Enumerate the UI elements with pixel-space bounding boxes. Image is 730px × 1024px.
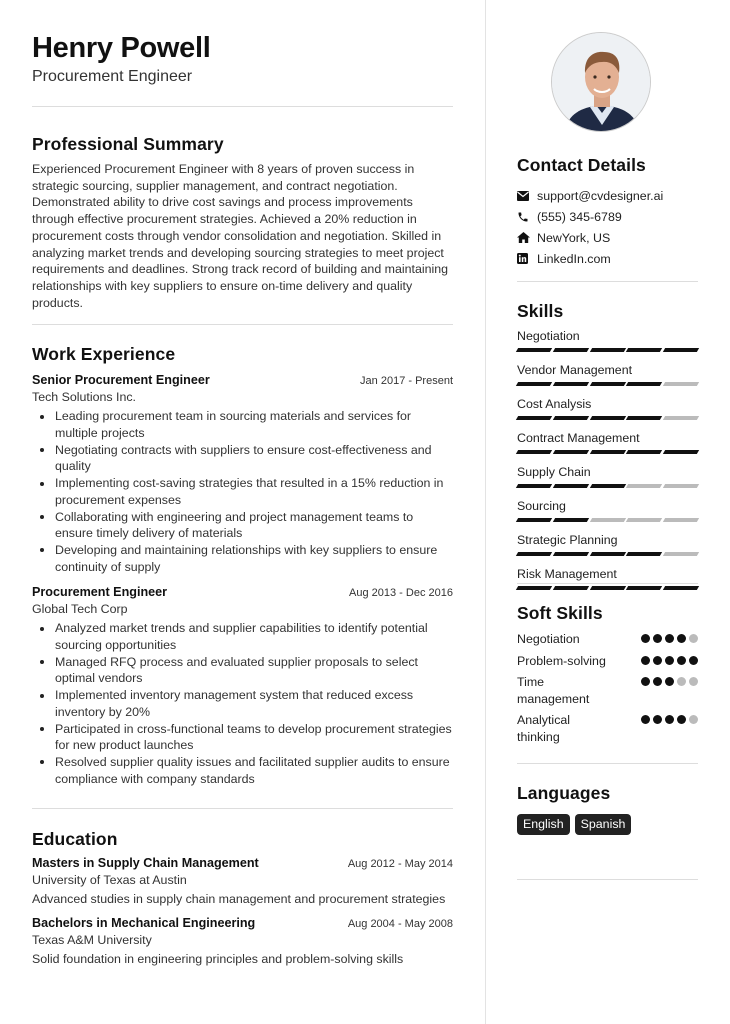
soft-skill-rating	[641, 634, 698, 643]
skill-level-bar	[517, 484, 698, 488]
profile-photo	[551, 32, 651, 132]
job-entry	[32, 373, 453, 575]
rating-dot	[689, 634, 698, 643]
rating-dot	[653, 715, 662, 724]
rating-dot	[665, 677, 674, 686]
language-tag: English	[517, 814, 570, 835]
main-column	[32, 30, 453, 968]
skill-level-segment	[553, 450, 589, 454]
skill-label: Cost Analysis	[517, 397, 592, 411]
skill-label: Negotiation	[517, 329, 580, 343]
skill-label: Strategic Planning	[517, 533, 618, 547]
skill-level-segment	[553, 382, 589, 386]
job-company: Tech Solutions Inc.	[32, 390, 137, 405]
skill-label: Vendor Management	[517, 363, 633, 377]
soft-skill-label: Problem-solving	[517, 653, 606, 668]
skill-level-segment	[663, 382, 699, 386]
job-bullets	[32, 408, 453, 575]
soft-skills-heading: Soft Skills	[517, 603, 603, 623]
skill-level-segment	[663, 450, 699, 454]
skill-level-bar	[517, 518, 698, 522]
skill-item	[517, 532, 698, 556]
skill-level-segment	[663, 586, 699, 590]
skill-level-segment	[626, 586, 662, 590]
skill-item	[517, 566, 698, 590]
experience-heading: Work Experience	[32, 344, 176, 365]
rating-dot	[689, 715, 698, 724]
soft-skill-item	[517, 712, 698, 745]
divider	[517, 281, 698, 282]
skill-level-bar	[517, 450, 698, 454]
skill-level-segment	[589, 518, 625, 522]
skill-level-segment	[589, 416, 625, 420]
degree-description: Solid foundation in engineering principles and problem-solving skills	[32, 952, 404, 967]
skill-level-segment	[626, 518, 662, 522]
contact-heading: Contact Details	[517, 155, 646, 175]
skill-level-segment	[516, 484, 552, 488]
rating-dot	[653, 677, 662, 686]
skill-item	[517, 464, 698, 488]
soft-skill-item	[517, 653, 698, 670]
skill-item	[517, 362, 698, 386]
rating-dot	[677, 715, 686, 724]
rating-dot	[653, 634, 662, 643]
contact-phone[interactable]	[517, 206, 698, 227]
linkedin-icon	[517, 253, 537, 264]
envelope-icon	[517, 191, 537, 201]
skill-level-segment	[553, 518, 589, 522]
skill-level-segment	[553, 348, 589, 352]
soft-skill-item	[517, 631, 698, 648]
skill-level-segment	[589, 348, 625, 352]
rating-dot	[665, 656, 674, 665]
skill-label: Risk Management	[517, 567, 617, 581]
phone-icon	[517, 211, 537, 223]
divider	[32, 106, 453, 107]
skill-level-segment	[516, 416, 552, 420]
degree-title: Bachelors in Mechanical Engineering	[32, 916, 256, 931]
degree-dates: Aug 2012 - May 2014	[347, 858, 453, 871]
job-company: Global Tech Corp	[32, 602, 128, 617]
list-item: Participated in cross-functional teams to develop procurement strategies for new product launches	[32, 721, 453, 754]
rating-dot	[653, 656, 662, 665]
skill-item	[517, 396, 698, 420]
skill-level-segment	[553, 552, 589, 556]
soft-skills-section	[517, 602, 698, 750]
email-text: support@cvdesigner.ai	[537, 188, 664, 203]
skill-level-segment	[516, 450, 552, 454]
rating-dot	[677, 677, 686, 686]
skill-level-segment	[553, 586, 589, 590]
skill-level-bar	[517, 416, 698, 420]
list-item: Resolved supplier quality issues and facilitated supplier audits to ensure compliance with company standards	[32, 754, 453, 787]
degree-description: Advanced studies in supply chain management and procurement strategies	[32, 892, 446, 907]
skill-level-bar	[517, 382, 698, 386]
job-dates: Aug 2013 - Dec 2016	[349, 587, 453, 600]
skill-label: Supply Chain	[517, 465, 591, 479]
linkedin-text: LinkedIn.com	[537, 251, 611, 266]
rating-dot	[689, 656, 698, 665]
skill-level-bar	[517, 348, 698, 352]
school-name: University of Texas at Austin	[32, 873, 187, 888]
skill-item	[517, 498, 698, 522]
skill-level-segment	[516, 586, 552, 590]
list-item: Implemented inventory management system that reduced excess inventory by 20%	[32, 687, 453, 720]
skill-level-segment	[516, 552, 552, 556]
divider	[32, 808, 453, 809]
rating-dot	[677, 656, 686, 665]
soft-skill-label: Analytical thinking	[517, 713, 571, 744]
contact-location	[517, 227, 698, 248]
soft-skills-list	[517, 631, 698, 745]
rating-dot	[641, 677, 650, 686]
skill-level-segment	[589, 382, 625, 386]
location-text: NewYork, US	[537, 230, 611, 245]
skill-level-segment	[516, 382, 552, 386]
job-entry	[32, 585, 453, 787]
languages-heading: Languages	[517, 783, 611, 803]
skill-level-segment	[589, 586, 625, 590]
column-divider	[485, 0, 486, 1024]
soft-skill-rating	[641, 715, 698, 724]
soft-skill-rating	[641, 656, 698, 665]
divider	[32, 324, 453, 325]
list-item: Analyzed market trends and supplier capabilities to identify potential sourcing opportunities	[32, 620, 453, 653]
summary-section	[32, 133, 453, 311]
skill-level-segment	[626, 416, 662, 420]
list-item: Collaborating with engineering and project management teams to ensure timely delivery of materials	[32, 509, 453, 542]
home-icon	[517, 232, 537, 243]
rating-dot	[689, 677, 698, 686]
skill-level-segment	[663, 348, 699, 352]
skill-level-segment	[663, 484, 699, 488]
skill-item	[517, 430, 698, 454]
skill-level-segment	[553, 416, 589, 420]
language-tag: Spanish	[575, 814, 632, 835]
experience-section	[32, 343, 453, 787]
divider	[517, 583, 698, 584]
soft-skill-label: Time management	[517, 675, 590, 706]
list-item: Leading procurement team in sourcing materials and services for multiple projects	[32, 408, 453, 441]
rating-dot	[665, 715, 674, 724]
education-heading: Education	[32, 829, 118, 850]
job-title: Senior Procurement Engineer	[32, 373, 210, 388]
list-item: Managed RFQ process and evaluated supplier proposals to select optimal vendors	[32, 654, 453, 687]
list-item: Negotiating contracts with suppliers to ensure cost-effectiveness and quality	[32, 442, 453, 475]
skill-label: Sourcing	[517, 499, 566, 513]
rating-dot	[641, 715, 650, 724]
skill-level-segment	[626, 382, 662, 386]
skill-level-bar	[517, 586, 698, 590]
skill-level-segment	[626, 552, 662, 556]
soft-skill-label: Negotiation	[517, 632, 580, 646]
skills-section	[517, 300, 698, 590]
soft-skill-item	[517, 674, 698, 707]
skill-item	[517, 328, 698, 352]
rating-dot	[641, 634, 650, 643]
soft-skill-rating	[641, 677, 698, 686]
languages-section	[517, 782, 698, 835]
rating-dot	[677, 634, 686, 643]
skill-level-segment	[516, 348, 552, 352]
education-section	[32, 828, 453, 967]
divider	[517, 763, 698, 764]
skill-label: Contract Management	[517, 431, 640, 445]
degree-title: Masters in Supply Chain Management	[32, 856, 259, 871]
candidate-title: Procurement Engineer	[32, 68, 193, 85]
candidate-name: Henry Powell	[32, 32, 211, 64]
rating-dot	[665, 634, 674, 643]
skill-level-segment	[626, 450, 662, 454]
summary-heading: Professional Summary	[32, 134, 224, 154]
skill-level-segment	[589, 552, 625, 556]
contact-section	[517, 154, 698, 269]
skills-heading: Skills	[517, 301, 564, 321]
education-entry	[32, 856, 453, 908]
list-item: Developing and maintaining relationships with key suppliers to ensure continuity of supply	[32, 542, 453, 575]
skill-level-bar	[517, 552, 698, 556]
skill-level-segment	[663, 518, 699, 522]
degree-dates: Aug 2004 - May 2008	[347, 918, 453, 931]
list-item: Implementing cost-saving strategies that resulted in a 15% reduction in procurement expenses	[32, 475, 453, 508]
education-entry	[32, 916, 453, 968]
phone-text: (555) 345-6789	[537, 209, 622, 224]
skill-level-segment	[589, 484, 625, 488]
contact-email[interactable]	[517, 185, 698, 206]
skill-level-segment	[516, 518, 552, 522]
skills-list	[517, 328, 698, 590]
job-dates: Jan 2017 - Present	[360, 375, 453, 388]
job-title: Procurement Engineer	[32, 585, 168, 600]
contact-linkedin[interactable]	[517, 248, 698, 269]
divider	[517, 879, 698, 880]
rating-dot	[641, 656, 650, 665]
skill-level-segment	[589, 450, 625, 454]
skill-level-segment	[626, 484, 662, 488]
skill-level-segment	[553, 484, 589, 488]
summary-text: Experienced Procurement Engineer with 8 years of proven success in strategic sourcing, supplier management, and contract negotiation. Demonstrated ability to drive cost savings and process improvements through effective procurement strategies. Achieved a 20% reduction in procurement costs through vendor consolidation and negotiation. Skilled in analyzing market trends and developing sourcing strategies to meet project requirements and deadlines. Strong track record of building and maintaining relationships with key suppliers to ensure on-time delivery and quality products.	[32, 162, 449, 310]
skill-level-segment	[626, 348, 662, 352]
job-bullets	[32, 620, 453, 787]
language-tags	[517, 814, 698, 835]
skill-level-segment	[663, 552, 699, 556]
skill-level-segment	[663, 416, 699, 420]
school-name: Texas A&M University	[32, 933, 152, 948]
